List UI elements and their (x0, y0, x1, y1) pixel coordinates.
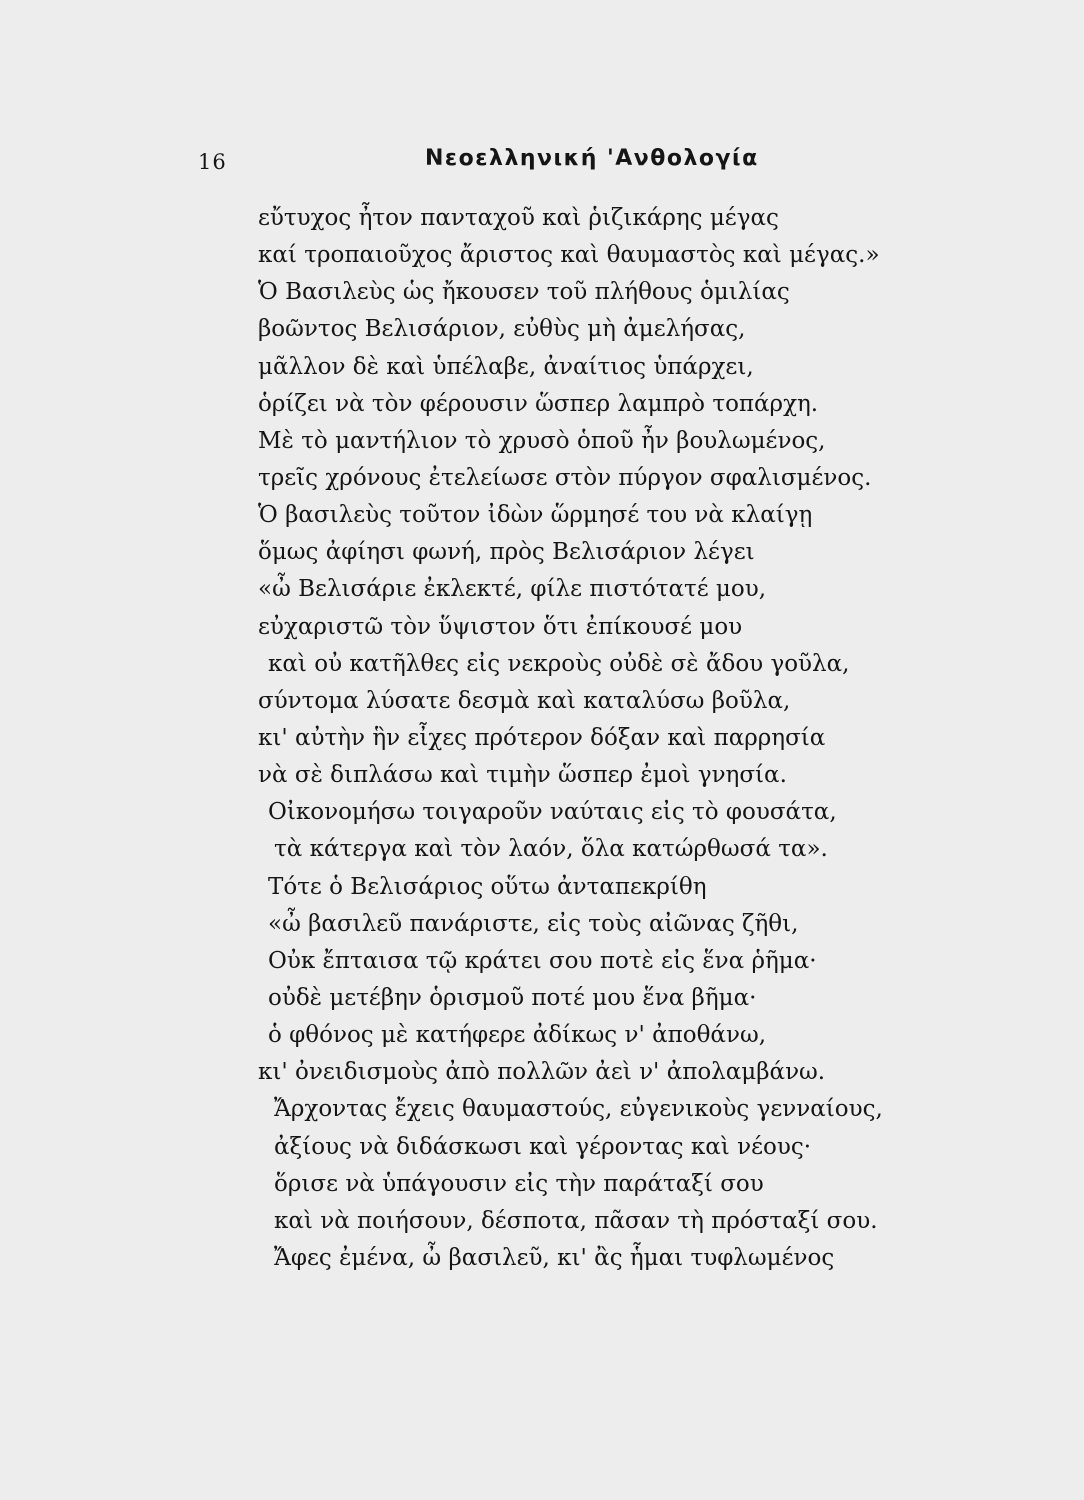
page-number: 16 (198, 150, 227, 174)
verse-line: Τότε ὁ Βελισάριος οὕτω ἀνταπεκρίθη (268, 873, 707, 900)
verse-line: ἀξίους νὰ διδάσκωσι καὶ γέροντας καὶ νέους· (274, 1133, 812, 1160)
poem-text (258, 200, 938, 1277)
verse-line: Ὁ Βασιλεὺς ὡς ἤκουσεν τοῦ πλήθους ὁμιλίας (258, 279, 790, 306)
verse-line: μᾶλλον δὲ καὶ ὑπέλαβε, ἀναίτιος ὑπάρχει, (258, 353, 754, 380)
verse-line: σύντομα λύσατε δεσμὰ καὶ καταλύσω βοῦλα, (258, 687, 791, 714)
verse-line: Ὁ βασιλεὺς τοῦτον ἰδὼν ὥρμησέ του νὰ κλαίγῃ (258, 502, 813, 529)
verse-line: κι' αὐτὴν ἣν εἶχες πρότερον δόξαν καὶ παρρησία (258, 724, 826, 751)
verse-line: τὰ κάτεργα καὶ τὸν λαόν, ὅλα κατώρθωσά τα». (274, 836, 828, 863)
verse-line: Μὲ τὸ μαντήλιον τὸ χρυσὸ ὁποῦ ἦν βουλωμένος, (258, 427, 826, 454)
verse-line: «ὦ Βελισάριε ἐκλεκτέ, φίλε πιστότατέ μου, (258, 576, 767, 603)
verse-line: τρεῖς χρόνους ἐτελείωσε στὸν πύργον σφαλισμένος. (258, 464, 872, 491)
verse-line: κι' ὀνειδισμοὺς ἀπὸ πολλῶν ἀεὶ ν' ἀπολαμβάνω. (258, 1059, 826, 1086)
verse-line: εὔτυχος ἦτον πανταχοῦ καὶ ῥιζικάρης μέγας (258, 205, 779, 231)
running-head: Νεοελληνική 'Ανθολογία (425, 146, 759, 171)
verse-line: ὅμως ἀφίησι φωνή, πρὸς Βελισάριον λέγει (258, 539, 755, 566)
verse-line: εὐχαριστῶ τὸν ὕψιστον ὅτι ἐπίκουσέ μου (258, 613, 743, 640)
verse-line: Οἰκονομήσω τοιγαροῦν ναύταις εἰς τὸ φουσάτα, (268, 799, 837, 826)
verse-line: Ἄρχοντας ἔχεις θαυμαστούς, εὐγενικοὺς γενναίους, (274, 1096, 883, 1123)
verse-line: ὅρισε νὰ ὑπάγουσιν εἰς τὴν παράταξί σου (274, 1170, 764, 1197)
verse-line: οὐδὲ μετέβην ὁρισμοῦ ποτέ μου ἕνα βῆμα· (268, 984, 757, 1011)
verse-line: ὁ φθόνος μὲ κατήφερε ἀδίκως ν' ἀποθάνω, (268, 1022, 767, 1049)
verse-line: βοῶντος Βελισάριον, εὐθὺς μὴ ἀμελήσας, (258, 316, 746, 343)
verse-line: «ὦ βασιλεῦ πανάριστε, εἰς τοὺς αἰῶνας ζῆθι, (268, 910, 799, 937)
verse-line: Ἄφες ἐμένα, ὦ βασιλεῦ, κι' ἂς ἧμαι τυφλωμένος (274, 1244, 835, 1271)
verse-line: καὶ νὰ ποιήσουν, δέσποτα, πᾶσαν τὴ πρόσταξί σου. (274, 1207, 878, 1234)
verse-line: ὁρίζει νὰ τὸν φέρουσιν ὥσπερ λαμπρὸ τοπάρχη. (258, 390, 819, 417)
verse-line: Οὐκ ἔπταισα τῷ κράτει σου ποτὲ εἰς ἕνα ῥῆμα· (268, 947, 817, 974)
verse-line: καὶ οὐ κατῆλθες εἰς νεκροὺς οὐδὲ σὲ ἄδου γοῦλα, (268, 650, 850, 677)
verse-line: νὰ σὲ διπλάσω καὶ τιμὴν ὥσπερ ἐμοὶ γνησία. (258, 762, 787, 789)
verse-line: καί τροπαιοῦχος ἄριστος καὶ θαυμαστὸς καὶ μέγας.» (258, 242, 880, 269)
